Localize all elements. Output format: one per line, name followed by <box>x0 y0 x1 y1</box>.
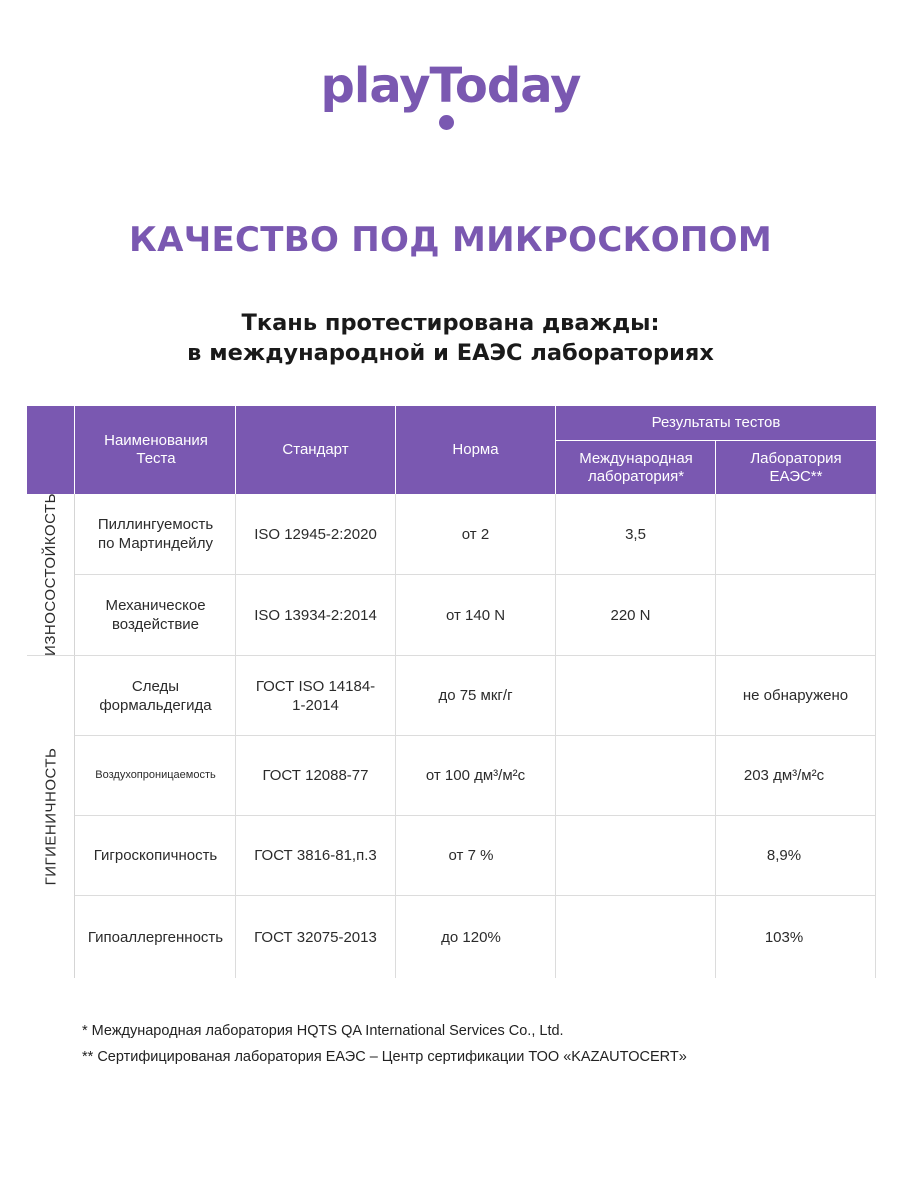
table-cell: 203 дм³/м²с <box>743 767 825 784</box>
header-results: Результаты тестов <box>651 414 781 431</box>
logo-dot-icon <box>439 115 454 130</box>
table-cell: до 120% <box>441 928 501 946</box>
table-cell: Пиллингуемость по Мартиндейлу <box>97 516 214 552</box>
table-cell: Механическое воздействие <box>105 597 206 633</box>
table-cell: ГОСТ 32075-2013 <box>254 928 377 946</box>
table-cell: Гигроскопичность <box>93 847 218 864</box>
table-cell <box>556 896 715 978</box>
header-divider <box>74 406 75 494</box>
footnotes <box>82 1018 687 1070</box>
table-cell <box>556 656 715 735</box>
table-cell <box>716 575 875 655</box>
header-intl-lab: Международная лаборатория* <box>579 449 693 485</box>
grid-line <box>74 494 75 978</box>
header-standard: Стандарт <box>282 441 349 458</box>
table-cell: 8,9% <box>766 847 802 864</box>
table-cell: от 140 N <box>445 606 506 624</box>
header-eaes-lab: Лаборатория ЕАЭС** <box>750 449 842 485</box>
table-cell: Следы формальдегида <box>99 677 212 714</box>
table-cell: 220 N <box>610 606 651 624</box>
group-label-hygiene: ГИГИЕНИЧНОСТЬ <box>42 747 60 885</box>
footnote-1: * Международная лаборатория HQTS QA International Services Co., Ltd. <box>82 1023 564 1039</box>
brand-logo: playToday <box>320 58 581 114</box>
footnote-2: ** Сертифицированая лаборатория ЕАЭС – Центр сертификации ТОО «KAZAUTOCERT» <box>82 1049 687 1065</box>
header-test-name: Наименования Теста <box>104 432 208 467</box>
table-cell <box>556 736 715 815</box>
table-cell: Гипоаллергенность <box>87 928 224 946</box>
subtitle-line-2: в международной и ЕАЭС лабораториях <box>187 340 714 366</box>
table-cell: ISO 13934-2:2014 <box>254 606 377 624</box>
table-cell: 103% <box>764 928 804 946</box>
table-cell <box>716 494 875 574</box>
table-cell: не обнаружено <box>742 687 849 704</box>
header-norm: Норма <box>452 441 499 458</box>
table-cell: от 100 дм³/м²с <box>425 767 526 784</box>
page-subtitle <box>0 308 901 368</box>
table-cell: от 7 % <box>448 847 494 864</box>
subtitle-line-1: Ткань протестирована дважды: <box>241 310 660 336</box>
table-cell: Воздухопроницаемость <box>95 769 216 781</box>
table-cell: 3,5 <box>625 525 646 543</box>
grid-line <box>875 494 876 978</box>
table-cell: ГОСТ 12088-77 <box>262 767 369 784</box>
table-cell: от 2 <box>461 525 490 543</box>
table-cell <box>556 816 715 895</box>
table-cell: до 75 мкг/г <box>438 687 513 704</box>
table-cell: ГОСТ ISO 14184-1-2014 <box>255 677 376 714</box>
page-title: КАЧЕСТВО ПОД МИКРОСКОПОМ <box>128 220 773 260</box>
header-divider <box>715 440 716 494</box>
table-cell: ГОСТ 3816-81,п.3 <box>254 847 377 864</box>
table-cell: ISO 12945-2:2020 <box>254 525 377 543</box>
group-column-header <box>27 406 74 494</box>
group-label-wear: ИЗНОСОСТОЙКОСТЬ <box>42 493 59 656</box>
